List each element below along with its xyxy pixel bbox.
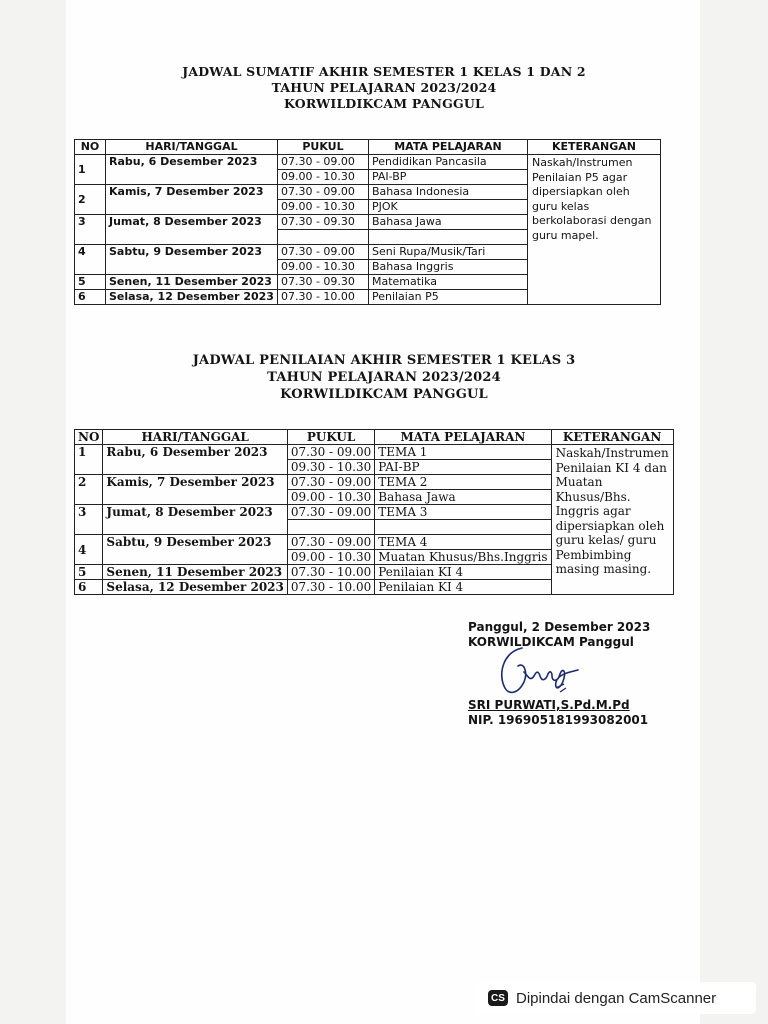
row-time: 07.30 - 09.00 xyxy=(277,245,368,260)
header-no: NO xyxy=(75,430,103,445)
row-time: 07.30 - 09.00 xyxy=(287,505,374,520)
row-day: Rabu, 6 Desember 2023 xyxy=(106,155,278,185)
row-no: 1 xyxy=(75,155,106,185)
row-subject: PJOK xyxy=(368,200,527,215)
row-day: Sabtu, 9 Desember 2023 xyxy=(106,245,278,275)
schedule1-title xyxy=(0,64,768,112)
row-subject: TEMA 3 xyxy=(375,505,551,520)
row-time: 07.30 - 09.00 xyxy=(277,155,368,170)
row-time: 07.30 - 09.00 xyxy=(287,535,374,550)
row-day: Kamis, 7 Desember 2023 xyxy=(103,475,287,505)
row-no: 6 xyxy=(75,290,106,305)
row-time: 07.30 - 09.30 xyxy=(277,275,368,290)
header-note: KETERANGAN xyxy=(527,140,660,155)
row-subject: Bahasa Jawa xyxy=(375,490,551,505)
table-row xyxy=(75,155,661,170)
row-no: 1 xyxy=(75,445,103,475)
row-time: 09.00 - 10.30 xyxy=(277,260,368,275)
header-subject: MATA PELAJARAN xyxy=(375,430,551,445)
row-subject: Bahasa Inggris xyxy=(368,260,527,275)
row-time: 07.30 - 09.00 xyxy=(277,185,368,200)
camscanner-badge xyxy=(476,982,756,1014)
row-subject: Matematika xyxy=(368,275,527,290)
camscanner-icon: CS xyxy=(488,990,508,1006)
row-day: Sabtu, 9 Desember 2023 xyxy=(103,535,287,565)
header-time: PUKUL xyxy=(277,140,368,155)
schedule2-title-line-1: JADWAL PENILAIAN AKHIR SEMESTER 1 KELAS 3 xyxy=(192,353,576,368)
schedule2-note: Naskah/Instrumen Penilaian KI 4 dan Muatan Khusus/Bhs. Inggris agar dipersiapkan oleh guru kelas/ guru Pembimbing masing masing. xyxy=(551,445,673,595)
header-day: HARI/TANGGAL xyxy=(106,140,278,155)
row-day: Jumat, 8 Desember 2023 xyxy=(103,505,287,535)
schedule2-title-line-3: KORWILDIKCAM PANGGUL xyxy=(280,387,488,402)
schedule2-title xyxy=(0,352,768,403)
row-subject: TEMA 2 xyxy=(375,475,551,490)
schedule1-table xyxy=(74,139,661,305)
row-subject: Pendidikan Pancasila xyxy=(368,155,527,170)
row-time: 07.30 - 10.00 xyxy=(287,565,374,580)
signer-name: SRI PURWATI,S.Pd.M.Pd xyxy=(468,698,630,712)
header-time: PUKUL xyxy=(287,430,374,445)
row-no: 5 xyxy=(75,275,106,290)
row-subject: Seni Rupa/Musik/Tari xyxy=(368,245,527,260)
camscanner-text: Dipindai dengan CamScanner xyxy=(516,989,717,1007)
row-no: 3 xyxy=(75,215,106,245)
handwritten-signature xyxy=(494,642,584,704)
row-day: Selasa, 12 Desember 2023 xyxy=(106,290,278,305)
place-date: Panggul, 2 Desember 2023 xyxy=(468,620,651,634)
row-time: 07.30 - 09.00 xyxy=(287,475,374,490)
schedule1-note: Naskah/Instrumen Penilaian P5 agar dipersiapkan oleh guru kelas berkolaborasi dengan guru mapel. xyxy=(527,155,660,305)
row-subject: PAI-BP xyxy=(375,460,551,475)
row-day: Jumat, 8 Desember 2023 xyxy=(106,215,278,245)
row-time: 09.30 - 10.30 xyxy=(287,460,374,475)
schedule1-title-line-2: TAHUN PELAJARAN 2023/2024 xyxy=(271,80,497,95)
row-no: 4 xyxy=(75,535,103,565)
row-subject: TEMA 4 xyxy=(375,535,551,550)
row-subject: Bahasa Indonesia xyxy=(368,185,527,200)
row-subject: Penilaian P5 xyxy=(368,290,527,305)
header-no: NO xyxy=(75,140,106,155)
schedule2-table xyxy=(74,429,674,595)
row-no: 2 xyxy=(75,185,106,215)
row-day: Senen, 11 Desember 2023 xyxy=(103,565,287,580)
table-row xyxy=(75,445,674,460)
row-time: 09.00 - 10.30 xyxy=(277,170,368,185)
row-no: 3 xyxy=(75,505,103,535)
row-time: 07.30 - 10.00 xyxy=(277,290,368,305)
schedule1-title-line-3: KORWILDIKCAM PANGGUL xyxy=(284,96,484,111)
row-no: 5 xyxy=(75,565,103,580)
row-day: Rabu, 6 Desember 2023 xyxy=(103,445,287,475)
row-time: 09.00 - 10.30 xyxy=(287,490,374,505)
header-note: KETERANGAN xyxy=(551,430,673,445)
row-subject: TEMA 1 xyxy=(375,445,551,460)
row-no: 2 xyxy=(75,475,103,505)
header-subject: MATA PELAJARAN xyxy=(368,140,527,155)
schedule1-title-line-1: JADWAL SUMATIF AKHIR SEMESTER 1 KELAS 1 DAN 2 xyxy=(182,64,586,79)
row-no: 4 xyxy=(75,245,106,275)
row-time: 07.30 - 10.00 xyxy=(287,580,374,595)
row-subject: PAI-BP xyxy=(368,170,527,185)
header-day: HARI/TANGGAL xyxy=(103,430,287,445)
schedule2-title-line-2: TAHUN PELAJARAN 2023/2024 xyxy=(267,370,501,385)
row-day: Kamis, 7 Desember 2023 xyxy=(106,185,278,215)
row-subject: Penilaian KI 4 xyxy=(375,565,551,580)
row-subject: Penilaian KI 4 xyxy=(375,580,551,595)
row-day: Senen, 11 Desember 2023 xyxy=(106,275,278,290)
row-subject: Bahasa Jawa xyxy=(368,215,527,230)
table-header-row xyxy=(75,140,661,155)
row-time: 09.00 - 10.30 xyxy=(287,550,374,565)
row-day: Selasa, 12 Desember 2023 xyxy=(103,580,287,595)
row-no: 6 xyxy=(75,580,103,595)
row-subject: Muatan Khusus/Bhs.Inggris xyxy=(375,550,551,565)
signer-nip: NIP. 196905181993082001 xyxy=(468,713,649,727)
row-time: 09.00 - 10.30 xyxy=(277,200,368,215)
table-header-row xyxy=(75,430,674,445)
row-time: 07.30 - 09.30 xyxy=(277,215,368,230)
office-name: KORWILDIKCAM Panggul xyxy=(468,635,634,649)
row-time: 07.30 - 09.00 xyxy=(287,445,374,460)
